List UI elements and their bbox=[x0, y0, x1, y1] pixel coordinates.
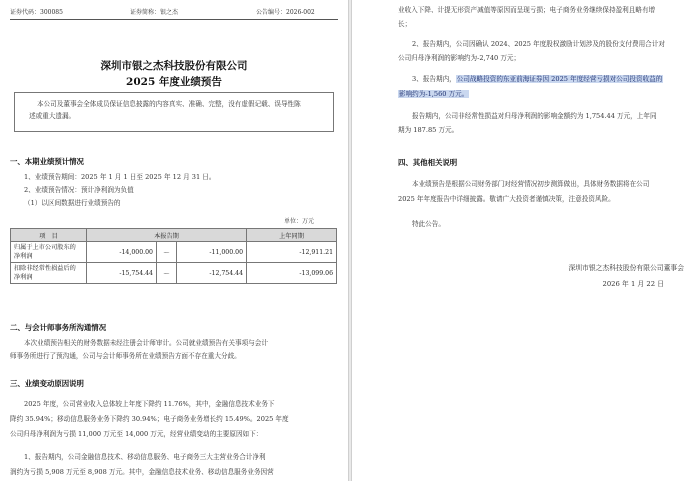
nonrecurring-line: 期为 187.85 万元。 bbox=[398, 126, 459, 134]
row-high: -12,754.44 bbox=[177, 263, 247, 284]
notice-number: 公告编号：2026-002 bbox=[256, 9, 315, 16]
header-prior-period: 上年同期 bbox=[247, 229, 337, 242]
sec4-line: 本业绩预告是根据公司财务部门对经营情况初步测算做出，具体财务数据将在公司 bbox=[412, 180, 650, 188]
section-2-title: 二、与会计师事务所沟通情况 bbox=[10, 323, 107, 332]
signature-company: 深圳市银之杰科技股份有限公司董事会 bbox=[568, 264, 684, 272]
forecast-period: 1、业绩预告期间：2025 年 1 月 1 日至 2025 年 12 月 31 日。 bbox=[24, 173, 216, 181]
header-current-period: 本报告期 bbox=[87, 229, 247, 242]
board-statement-box bbox=[14, 92, 334, 132]
sec2-line: 本次业绩预告相关的财务数据未经注册会计师审计。公司就业绩预告有关事项与会计 bbox=[24, 339, 268, 347]
sec3-line: 润约为亏损 5,908 万元至 8,908 万元。其中，金融信息技术业务、移动信息服务业务因营 bbox=[10, 468, 274, 476]
table-row bbox=[11, 263, 337, 284]
sec3-line: 公司归母净利润为亏损 11,000 万元至 14,000 万元，经营业绩变动的主要原因如下： bbox=[10, 430, 263, 438]
table-row bbox=[11, 242, 337, 263]
row-item: 归属于上市公司股东的 净利润 bbox=[11, 242, 87, 263]
sec4-line: 2025 年年度报告中详细披露。敬请广大投资者谨慎决策，注意投资风险。 bbox=[398, 195, 615, 203]
company-title: 深圳市银之杰科技股份有限公司 bbox=[100, 60, 248, 72]
row-prior: -12,911.21 bbox=[247, 242, 337, 263]
row-item: 扣除非经常性损益后的 净利润 bbox=[11, 263, 87, 284]
table-header-row bbox=[11, 229, 337, 242]
row-prior: -13,099.06 bbox=[247, 263, 337, 284]
header-rule bbox=[10, 19, 338, 20]
highlighted-text: 影响约为-1,560 万元。 bbox=[399, 90, 469, 98]
row-low: -14,000.00 bbox=[87, 242, 157, 263]
reason-line: 公司归母净利润的影响约为-2,740 万元； bbox=[398, 54, 521, 62]
sec2-line: 师事务所进行了预沟通，公司与会计师事务所在业绩预告方面不存在重大分歧。 bbox=[10, 352, 241, 360]
forecast-range-note: （1）以区间数据进行业绩预告的 bbox=[24, 199, 121, 207]
statement-line: 本公司及董事会全体成员保证信息披露的内容真实、准确、完整，没有虚假记载、误导性陈 bbox=[37, 100, 301, 108]
left-page bbox=[0, 0, 348, 481]
document-header bbox=[10, 4, 338, 18]
sec3-line: 2025 年度，公司营业收入总体较上年度下降约 11.76%，其中，金融信息技术业务下 bbox=[24, 400, 275, 408]
signature-date: 2026 年 1 月 22 日 bbox=[602, 280, 664, 288]
highlighted-text: 公司战略投资的东亚前海证券因 2025 年度经营亏损对公司投资收益的 bbox=[456, 75, 663, 83]
right-page bbox=[352, 0, 700, 481]
reason-line: 2、报告期内，公司因确认 2024、2025 年度股权激励计划涉及的股份支付费用合计对 bbox=[412, 40, 665, 48]
row-range-sep: ～ bbox=[157, 242, 177, 263]
performance-table bbox=[10, 228, 337, 284]
closing-notice: 特此公告。 bbox=[412, 220, 445, 228]
section-1-title: 一、本期业绩预计情况 bbox=[10, 157, 84, 166]
reason-line-highlighted bbox=[398, 88, 469, 101]
reason-line-highlighted: 3、报告期内，公司战略投资的东亚前海证券因 2025 年度经营亏损对公司投资收益的 bbox=[412, 75, 663, 83]
reason-line: 长； bbox=[398, 20, 412, 28]
stock-code: 证券代码：300085 bbox=[10, 9, 63, 16]
header-item: 项 目 bbox=[11, 229, 87, 242]
sec3-line: 1、报告期内，公司金融信息技术、移动信息服务、电子商务三大主营业务合计净利 bbox=[24, 453, 266, 461]
section-4-title: 四、其他相关说明 bbox=[398, 158, 458, 167]
document-subtitle: 2025 年度业绩预告 bbox=[126, 76, 222, 88]
row-low: -15,754.44 bbox=[87, 263, 157, 284]
sec3-line: 降约 35.94%；移动信息服务业务下降约 30.94%；电子商务业务增长约 15.49%。2025 年度 bbox=[10, 415, 289, 423]
stock-short-name: 证券简称：银之杰 bbox=[130, 9, 179, 16]
reason-line: 业收入下降、计提无形资产减值等原因而呈现亏损；电子商务业务继续保持盈利且略有增 bbox=[398, 6, 656, 14]
forecast-status: 2、业绩预告情况：预计净利润为负值 bbox=[24, 186, 134, 194]
statement-line: 述或重大遗漏。 bbox=[29, 111, 76, 120]
unit-label: 单位：万元 bbox=[284, 218, 315, 225]
row-high: -11,000.00 bbox=[177, 242, 247, 263]
section-3-title: 三、业绩变动原因说明 bbox=[10, 379, 84, 388]
nonrecurring-line: 报告期内，公司非经常性损益对归母净利润的影响金额约为 1,754.44 万元，上年同 bbox=[412, 112, 657, 120]
row-range-sep: ～ bbox=[157, 263, 177, 284]
